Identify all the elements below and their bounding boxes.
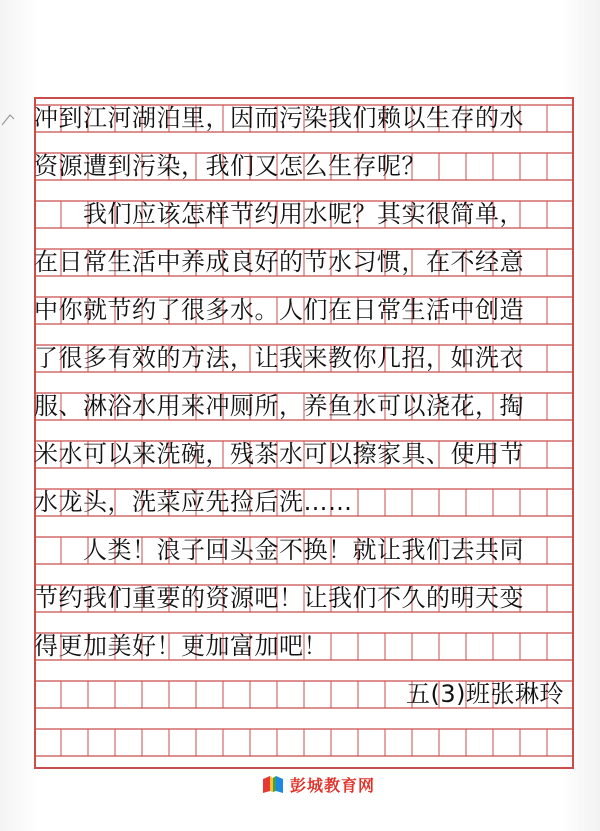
watermark — [262, 772, 375, 796]
essay-line: 了很多有效的方法，让我来教你几招，如洗衣 — [34, 344, 524, 372]
author-signature: 五(3)班张琳玲 — [406, 680, 564, 708]
essay-line: 在日常生活中养成良好的节水习惯，在不经意 — [34, 248, 524, 276]
essay-text — [34, 97, 574, 769]
essay-line: 得更加美好！更加富加吧！ — [34, 632, 328, 660]
essay-line: 米水可以来洗碗，残茶水可以擦家具、使用节 — [34, 440, 524, 468]
essay-line: 我们应该怎样节约用水呢？其实很简单， — [34, 200, 524, 228]
essay-line: 冲到江河湖泊里，因而污染我们赖以生存的水 — [34, 104, 524, 132]
essay-line: 人类！浪子回头金不换！就让我们去共同 — [34, 536, 524, 564]
essay-line: 中你就节约了很多水。人们在日常生活中创造 — [34, 296, 524, 324]
book-logo-icon — [262, 773, 284, 795]
essay-line: 节约我们重要的资源吧！让我们不久的明天变 — [34, 584, 524, 612]
paper-fold-mark — [0, 95, 18, 135]
essay-line: 服、淋浴水用来冲厕所，养鱼水可以浇花，掏 — [34, 392, 524, 420]
essay-line: 资源遭到污染，我们又怎么生存呢？ — [34, 152, 426, 180]
essay-line: 水龙头，洗菜应先捡后洗…… — [34, 488, 353, 516]
watermark-text: 彭城教育网 — [290, 775, 376, 795]
